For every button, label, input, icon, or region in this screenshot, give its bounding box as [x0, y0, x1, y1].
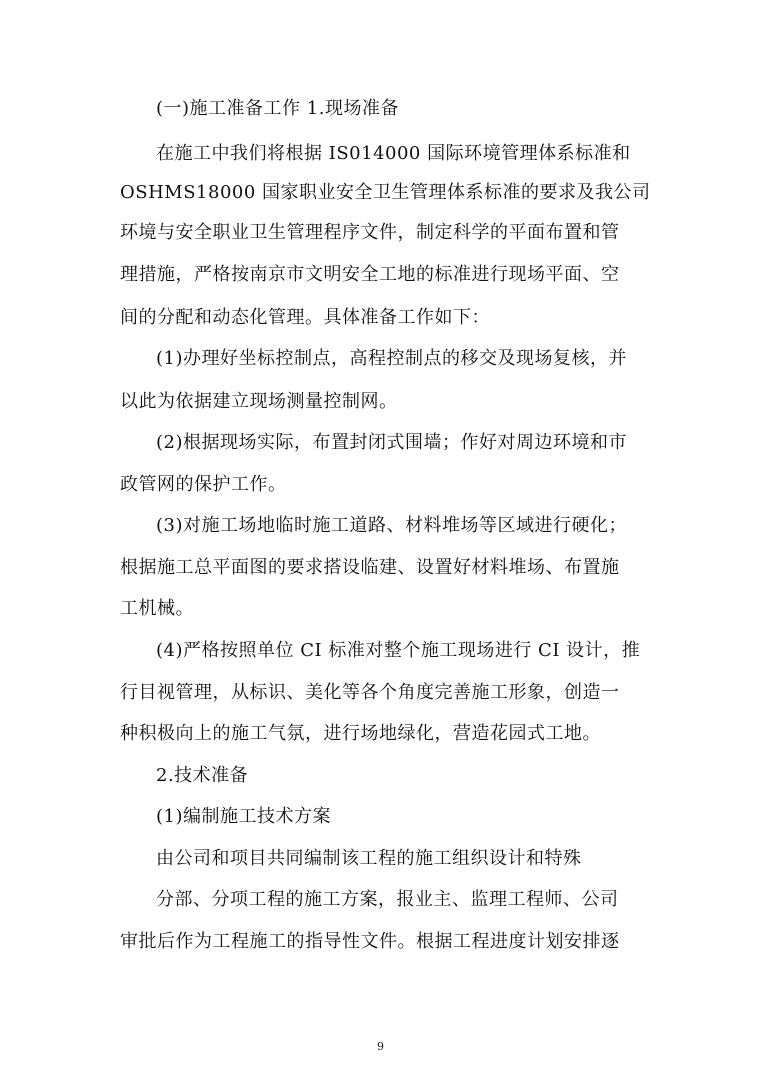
paragraph-line: 在施工中我们将根据 IS014000 国际环境管理体系标准和: [156, 143, 631, 164]
list-item-line: 政管网的保护工作。: [120, 474, 287, 495]
list-item-line: (4)严格按照单位 CI 标准对整个施工现场进行 CI 设计，推: [156, 640, 641, 661]
paragraph-line: 由公司和项目共同编制该工程的施工组织设计和特殊: [156, 848, 582, 869]
paragraph-line: 理措施，严格按南京市文明安全工地的标准进行现场平面、空: [120, 264, 620, 285]
list-item-line: (2)根据现场实际，布置封闭式围墙；作好对周边环境和市: [156, 432, 627, 453]
paragraph-line: OSHMS18000 国家职业安全卫生管理体系标准的要求及我公司: [120, 182, 651, 203]
subsection-heading: (1)编制施工技术方案: [156, 806, 331, 827]
paragraph-line: 环境与安全职业卫生管理程序文件，制定科学的平面布置和管: [120, 222, 620, 243]
paragraph-line: 分部、分项工程的施工方案，报业主、监理工程师、公司: [156, 889, 619, 910]
list-item-line: (3)对施工场地临时施工道路、材料堆场等区域进行硬化；: [156, 515, 627, 536]
section-heading: (一)施工准备工作 1.现场准备: [156, 98, 399, 119]
paragraph-line: 间的分配和动态化管理。具体准备工作如下：: [120, 307, 490, 328]
section-heading: 2.技术准备: [156, 765, 249, 786]
paragraph-line: 审批后作为工程施工的指导性文件。根据工程进度计划安排逐: [120, 931, 620, 952]
list-item-line: 工机械。: [120, 598, 194, 619]
list-item-line: (1)办理好坐标控制点，高程控制点的移交及现场复核，并: [156, 348, 627, 369]
list-item-line: 以此为依据建立现场测量控制网。: [120, 391, 398, 412]
list-item-line: 种积极向上的施工气氛，进行场地绿化，营造花园式工地。: [120, 723, 601, 744]
list-item-line: 根据施工总平面图的要求搭设临建、设置好材料堆场、布置施: [120, 557, 620, 578]
page-number: 9: [377, 1040, 384, 1053]
list-item-line: 行目视管理，从标识、美化等各个角度完善施工形象，创造一: [120, 682, 620, 703]
